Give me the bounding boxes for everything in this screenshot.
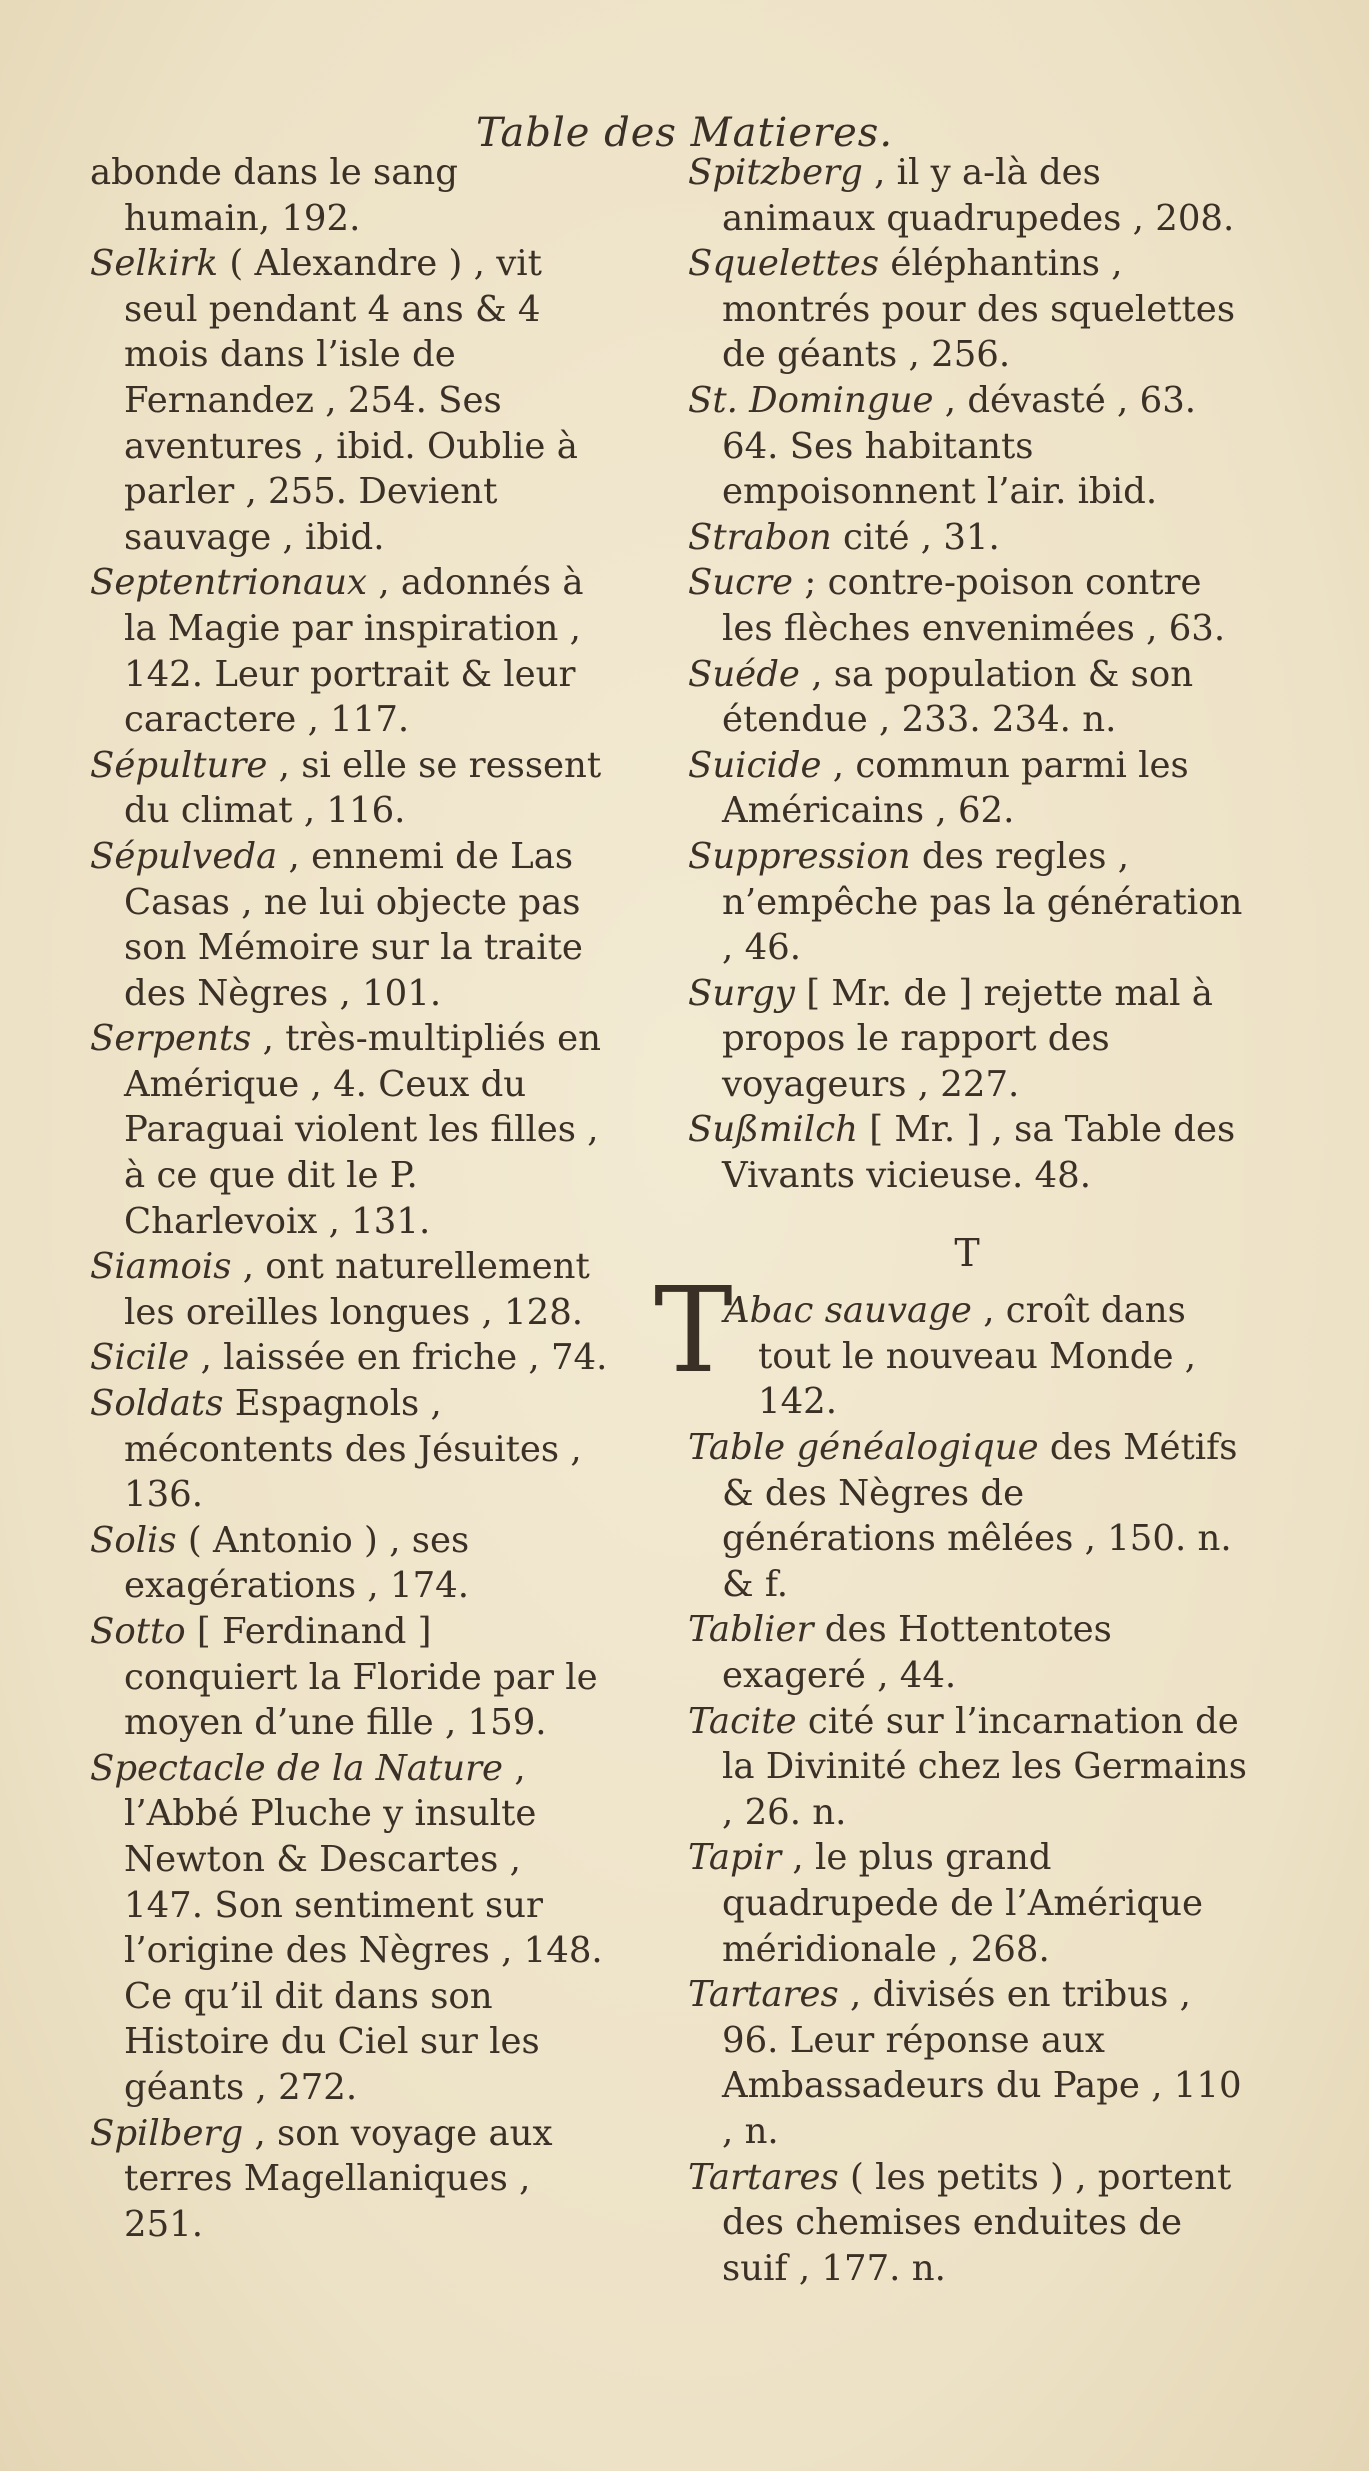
entry-text: , adonnés à la Magie par inspiration , 142. Leur portrait & leur caractere , 117. [124, 562, 584, 741]
entry-text: des regles , n’empêche pas la génération , 46. [722, 835, 1243, 969]
entry-text: , ont naturellement les oreilles longues , 128. [124, 1246, 590, 1333]
index-entry [688, 1107, 1248, 1198]
index-entry [90, 560, 610, 742]
index-entry [688, 2155, 1248, 2292]
index-entry [90, 1381, 610, 1518]
entry-text: , divisés en tribus , 96. Leur réponse aux Ambassadeurs du Pape , 110 , n. [722, 1974, 1242, 2152]
entry-text: [ Mr. ] , sa Table des Vivants vicieuse. 48. [722, 1109, 1236, 1197]
entry-text: , très-multipliés en Amérique , 4. Ceux du Paraguai violent les filles , à ce que dit le P. Charlevoix , 131. [124, 1018, 602, 1242]
entry-text: [ Ferdinand ] conquiert la Floride par le moyen d’une fille , 159. [124, 1611, 598, 1744]
entry-term: St. Domingue [688, 379, 934, 421]
right-column [654, 150, 1248, 2291]
entry-text: , son voyage aux terres Magellaniques , 251. [124, 2112, 553, 2245]
entry-text: , si elle se ressent du climat , 116. [124, 744, 602, 832]
entry-text: , il y a-là des animaux quadrupedes , 208. [722, 152, 1235, 239]
index-entry [688, 150, 1248, 241]
index-entry [688, 652, 1248, 743]
index-entry [688, 378, 1248, 515]
entry-term: Suicide [688, 744, 822, 786]
entry-text: , commun parmi les Américains , 62. [722, 744, 1189, 832]
index-entry [688, 834, 1248, 971]
entry-text: , laissée en friche , 74. [189, 1337, 608, 1379]
entry-term: Spilberg [90, 2112, 244, 2154]
index-entry [688, 515, 1248, 561]
entry-term: Sépulveda [90, 835, 278, 877]
entry-term: Siamois [90, 1246, 232, 1288]
index-entry [90, 1609, 610, 1746]
index-entry [688, 241, 1248, 378]
entry-text: , ennemi de Las Casas , ne lui objecte pas son Mémoire sur la traite des Nègres , 101. [124, 835, 583, 1014]
entry-term: Sußmilch [688, 1109, 859, 1151]
entry-text: cité sur l’incarnation de la Divinité chez les Germains , 26. n. [722, 1700, 1248, 1833]
entry-text: , l’Abbé Pluche y insulte Newton & Descartes , 147. Son sentiment sur l’origine des Nègres , 148. Ce qu’il dit dans son Histoire du Ciel sur les géants , 272. [124, 1747, 603, 2108]
entry-term: Septentrionaux [90, 562, 368, 604]
index-entry [90, 2111, 610, 2248]
entry-text: abonde dans le sang humain, 192. [90, 152, 459, 239]
entry-text: , le plus grand quadrupede de l’Amérique méridionale , 268. [722, 1837, 1203, 1970]
entry-term: Sicile [90, 1337, 190, 1379]
entry-text: ( Alexandre ) , vit seul pendant 4 ans & 4 mois dans l’isle de Fernandez , 254. Ses aventures , ibid. Oublie à parler , 255. Devient sauvage , ibid. [124, 243, 578, 558]
entry-text: des Hottentotes exageré , 44. [722, 1609, 1112, 1696]
entry-text: ( les petits ) , portent des chemises enduites de suif , 177. n. [722, 2156, 1232, 2289]
entry-term: Sucre [688, 562, 794, 604]
entry-term: Tartares [688, 1974, 839, 2016]
index-entry [90, 1518, 610, 1609]
section-letter-heading: T [954, 1230, 982, 1275]
entry-term: Solis [90, 1519, 177, 1561]
left-column [90, 150, 610, 2247]
index-entry [90, 1335, 610, 1381]
entry-text: cité , 31. [831, 516, 1000, 558]
entry-term: Tapir [688, 1837, 782, 1879]
entry-term: Tacite [688, 1700, 797, 1742]
entry-text: ; contre-poison contre les flèches envenimées , 63. [722, 562, 1226, 649]
dropcap-letter: T [654, 1261, 733, 1400]
index-entry-dropcap [654, 1261, 1248, 1425]
entry-term: Surgy [688, 972, 795, 1014]
index-entry [90, 150, 610, 241]
entry-term: Tablier [688, 1609, 814, 1651]
index-entry [90, 1244, 610, 1335]
entry-term: Soldats [90, 1383, 224, 1425]
entry-text: des Métifs & des Nègres de générations mêlées , 150. n. & f. [722, 1427, 1238, 1605]
entry-term: Squelettes [688, 243, 880, 285]
entry-term: Sépulture [90, 744, 268, 786]
entry-text: [ Mr. de ] rejette mal à propos le rapport des voyageurs , 227. [722, 972, 1213, 1105]
index-entry [90, 241, 610, 560]
entry-term: Spectacle de la Nature [90, 1747, 504, 1789]
entry-text: éléphantins , montrés pour des squelettes de géants , 256. [722, 243, 1236, 376]
entry-text: , dévasté , 63. 64. Ses habitants empoisonnent l’air. ibid. [722, 379, 1197, 513]
entry-text: , croît dans tout le nouveau Monde , 142. [758, 1290, 1197, 1423]
entry-text: Espagnols , mécontents des Jésuites , 136. [124, 1383, 582, 1516]
entry-text: ( Antonio ) , ses exagérations , 174. [124, 1519, 470, 1607]
entry-term: Abac sauvage [724, 1290, 972, 1332]
index-entry [688, 560, 1248, 651]
index-entry [688, 1425, 1248, 1607]
entry-term: Serpents [90, 1018, 252, 1060]
entry-term: Sotto [90, 1611, 186, 1652]
page-header: Table des Matieres. [475, 110, 894, 156]
index-entry [688, 1607, 1248, 1698]
index-entry [688, 1835, 1248, 1972]
index-entry [688, 971, 1248, 1108]
entry-term: Tartares [688, 2156, 839, 2198]
index-entry [90, 834, 610, 1016]
entry-term: Selkirk [90, 243, 219, 285]
entry-term: Strabon [688, 516, 832, 558]
entry-term: Spitzberg [688, 152, 863, 193]
entry-term: Table généalogique [688, 1427, 1039, 1469]
entry-term: Suéde [688, 653, 800, 695]
index-entry [90, 1016, 610, 1244]
index-entry [688, 1699, 1248, 1836]
index-entry [90, 1746, 610, 2111]
index-entry [688, 1972, 1248, 2154]
entry-text: , sa population & son étendue , 233. 234. n. [722, 653, 1194, 741]
entry-term: Suppression [688, 835, 911, 877]
index-entry [688, 743, 1248, 834]
index-entry [90, 743, 610, 834]
